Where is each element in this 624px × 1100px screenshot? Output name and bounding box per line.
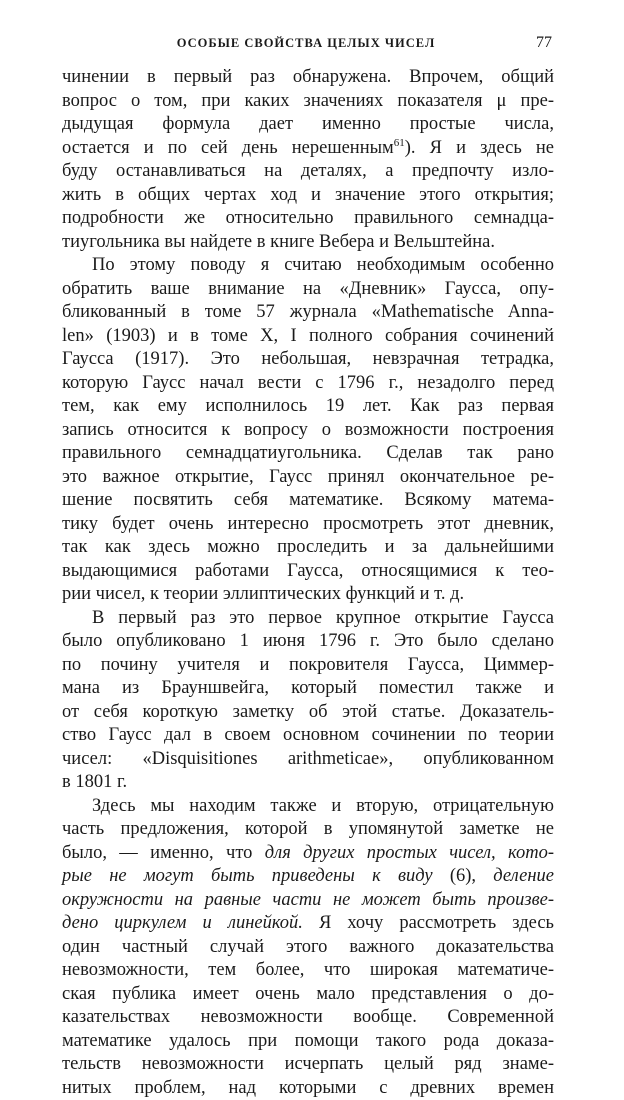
text-segment: мана из Брауншвейга, который поместил также и xyxy=(62,678,554,698)
text-line xyxy=(62,442,554,466)
text-line xyxy=(62,66,554,90)
text-segment: жить в общих чертах ход и значение этого открытия; xyxy=(62,185,554,205)
text-line xyxy=(62,771,554,795)
text-segment: в 1801 г. xyxy=(62,772,127,792)
text-line xyxy=(62,466,554,490)
text-line xyxy=(62,301,554,325)
text-line xyxy=(62,654,554,678)
text-segment: буду останавливаться на деталях, а предпочту изло- xyxy=(62,161,554,181)
text-line xyxy=(62,936,554,960)
text-segment: невозможности, тем более, что широкая математиче- xyxy=(62,960,554,980)
text-line xyxy=(62,1006,554,1030)
text-segment: Я хочу рассмотреть здесь xyxy=(303,913,554,933)
italic-text: рые не могут быть приведены к виду xyxy=(62,866,433,886)
text-line xyxy=(62,607,554,631)
text-segment: В первый раз это первое крупное открытие Гаусса xyxy=(92,608,554,628)
text-line xyxy=(62,1030,554,1054)
text-line xyxy=(62,419,554,443)
text-segment: обратить ваше внимание на «Дневник» Гаусса, опу- xyxy=(62,279,554,299)
text-segment: подробности же относительно правильного семнадца- xyxy=(62,208,554,228)
text-segment: это важное открытие, Гаусс принял окончательное ре- xyxy=(62,467,554,487)
text-line xyxy=(62,1077,554,1100)
text-segment: было, — именно, что xyxy=(62,843,265,863)
text-segment: казательствах невозможности вообще. Современной xyxy=(62,1007,554,1027)
text-segment: правильного семнадцатиугольника. Сделав так рано xyxy=(62,443,554,463)
italic-text: окружности на равные части не может быть произве- xyxy=(62,890,554,910)
text-line xyxy=(62,889,554,913)
text-line xyxy=(62,959,554,983)
text-segment: так как здесь можно проследить и за дальнейшими xyxy=(62,537,554,557)
text-segment: тельств невозможности исчерпать целый ряд знаме- xyxy=(62,1054,554,1074)
text-segment: было опубликовано 1 июня 1796 г. Это было сделано xyxy=(62,631,554,651)
text-line xyxy=(62,254,554,278)
body-text xyxy=(62,66,554,1100)
text-segment: один частный случай этого важного доказательства xyxy=(62,937,554,957)
text-segment: По этому поводу я считаю необходимым особенно xyxy=(92,255,554,275)
text-segment: математике удалось при помощи такого рода доказа- xyxy=(62,1031,554,1051)
text-line xyxy=(62,207,554,231)
text-segment: шение посвятить себя математике. Всякому матема- xyxy=(62,490,554,510)
text-segment: нитых проблем, над которыми с древних времен xyxy=(62,1078,554,1098)
text-segment: которую Гаусс начал вести с 1796 г., незадолго перед xyxy=(62,373,554,393)
page-number: 77 xyxy=(536,34,552,52)
text-segment: тем, как ему исполнилось 19 лет. Как раз первая xyxy=(62,396,554,416)
text-segment: ). Я и здесь не xyxy=(405,138,554,158)
text-line xyxy=(62,184,554,208)
text-segment: тиугольника вы найдете в книге Вебера и Вельштейна. xyxy=(62,232,495,252)
text-line xyxy=(62,489,554,513)
text-line xyxy=(62,842,554,866)
page-header xyxy=(62,36,550,58)
text-line xyxy=(62,724,554,748)
text-line xyxy=(62,865,554,889)
italic-text: для других простых чисел, кото- xyxy=(265,843,554,863)
text-line xyxy=(62,137,554,161)
text-segment: len» (1903) и в томе X, I полного собрания сочинений xyxy=(62,326,554,346)
text-line xyxy=(62,160,554,184)
text-line xyxy=(62,90,554,114)
text-line xyxy=(62,677,554,701)
text-segment: Гаусса (1917). Это небольшая, невзрачная тетрадка, xyxy=(62,349,554,369)
text-segment: рии чисел, к теории эллиптических функций и т. д. xyxy=(62,584,464,604)
text-segment: Здесь мы находим также и вторую, отрицательную xyxy=(92,796,554,816)
text-segment: вопрос о том, при каких значениях показателя μ пре- xyxy=(62,91,554,111)
text-segment: от себя короткую заметку об этой статье. Доказатель- xyxy=(62,702,554,722)
text-line xyxy=(62,395,554,419)
text-segment: ская публика имеет очень мало представления о до- xyxy=(62,984,554,1004)
text-line xyxy=(62,513,554,537)
text-segment: выдающимися работами Гаусса, относящимися к тео- xyxy=(62,561,554,581)
text-line xyxy=(62,560,554,584)
text-line xyxy=(62,912,554,936)
text-line xyxy=(62,983,554,1007)
text-segment: тику будет очень интересно просмотреть этот дневник, xyxy=(62,514,554,534)
text-line xyxy=(62,231,554,255)
text-line xyxy=(62,348,554,372)
text-segment: (6), xyxy=(433,866,494,886)
text-segment: чисел: «Disquisitiones arithmeticae», опубликованном xyxy=(62,749,554,769)
text-segment: запись относится к вопросу о возможности построения xyxy=(62,420,554,440)
text-segment: остается и по сей день нерешенным xyxy=(62,138,394,158)
text-segment: часть предложения, которой в упомянутой заметке не xyxy=(62,819,554,839)
footnote-ref: 61 xyxy=(394,136,405,148)
text-line xyxy=(62,1053,554,1077)
text-segment: бликованный в томе 57 журнала «Mathematische Anna- xyxy=(62,302,554,322)
text-line xyxy=(62,325,554,349)
text-segment: чинении в первый раз обнаружена. Впрочем, общий xyxy=(62,67,554,87)
text-segment: по почину учителя и покровителя Гаусса, Циммер- xyxy=(62,655,554,675)
italic-text: деление xyxy=(493,866,554,886)
italic-text: дено циркулем и линейкой. xyxy=(62,913,303,933)
text-line xyxy=(62,536,554,560)
text-line xyxy=(62,113,554,137)
text-line xyxy=(62,583,554,607)
text-segment: ство Гаусс дал в своем основном сочинении по теории xyxy=(62,725,554,745)
text-line xyxy=(62,748,554,772)
text-line xyxy=(62,278,554,302)
text-segment: дыдущая формула дает именно простые числа, xyxy=(62,114,554,134)
text-line xyxy=(62,630,554,654)
text-line xyxy=(62,372,554,396)
running-title: ОСОБЫЕ СВОЙСТВА ЦЕЛЫХ ЧИСЕЛ xyxy=(62,36,550,51)
text-line xyxy=(62,701,554,725)
text-line xyxy=(62,795,554,819)
text-line xyxy=(62,818,554,842)
